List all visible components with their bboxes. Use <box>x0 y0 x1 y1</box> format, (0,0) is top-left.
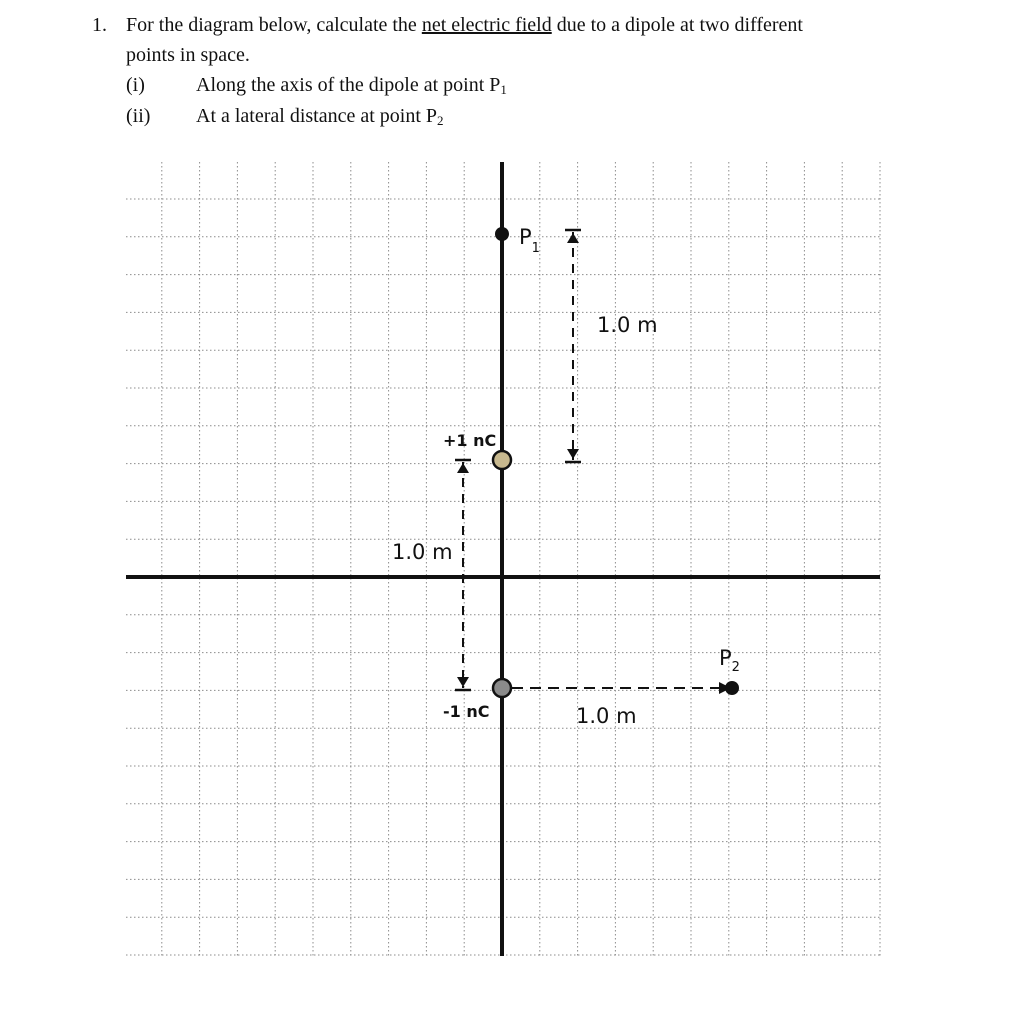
point-p1-marker <box>495 227 509 241</box>
dimension-minus-charge-to-p2 <box>512 682 731 728</box>
question-text-start: For the diagram below, calculate the <box>126 14 422 36</box>
point-p1-label <box>519 225 540 256</box>
arrowhead-up <box>457 463 469 473</box>
part-i-label: (i) <box>126 74 145 96</box>
negative-charge-marker <box>493 679 511 697</box>
point-p1-name: P <box>519 225 532 249</box>
question-number: 1. <box>92 14 107 36</box>
point-p2-label <box>719 646 740 675</box>
point-p2-subscript: 2 <box>731 660 740 675</box>
question-underlined-term: net electric field <box>421 14 552 36</box>
dimension-label-charges: 1.0 m <box>392 540 453 564</box>
point-p2-marker <box>725 681 739 695</box>
positive-charge-label: +1 nC <box>443 431 497 450</box>
part-i-body: Along the axis of the dipole at point P <box>196 74 501 96</box>
dimension-p1-to-plus-charge <box>565 230 658 462</box>
question-text-line2: points in space. <box>126 44 250 66</box>
negative-charge-label: -1 nC <box>443 702 490 721</box>
part-i-subscript: 1 <box>500 82 507 97</box>
part-ii-body: At a lateral distance at point P <box>196 105 438 127</box>
positive-charge-marker <box>493 451 511 469</box>
question-text-end: due to a dipole at two different <box>551 14 803 36</box>
part-ii-label: (ii) <box>126 105 151 127</box>
dimension-label-p2: 1.0 m <box>576 704 637 728</box>
point-p2-name: P <box>719 646 732 670</box>
part-ii-subscript: 2 <box>437 113 444 128</box>
dimension-label-p1: 1.0 m <box>597 313 658 337</box>
arrowhead-down <box>457 677 469 687</box>
point-p1-subscript: 1 <box>531 241 540 256</box>
